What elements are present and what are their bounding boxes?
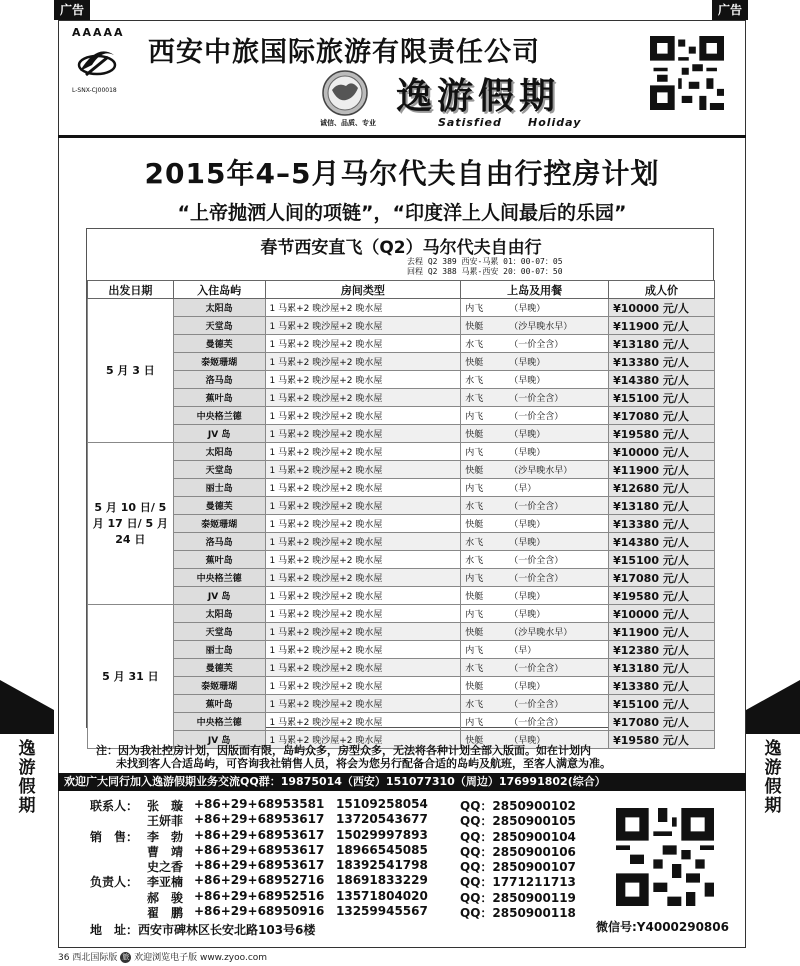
contact-phone: +86+29+68953617 xyxy=(194,858,325,873)
contact-role: 联系人： xyxy=(90,799,139,813)
meal-plan: （一价全含） xyxy=(509,574,564,584)
meal-plan: （沙早晚水早） xyxy=(509,628,573,638)
holiday-brand-title: 逸游假期 xyxy=(396,76,561,117)
footer-badge-icon: 旅 xyxy=(122,953,130,961)
contact-phone: +86+29+68953617 xyxy=(194,827,325,842)
transfer-mode: 水飞 xyxy=(465,340,484,350)
contact-list xyxy=(90,797,620,919)
note xyxy=(96,744,716,770)
room-type: 1 马累+2 晚沙屋+2 晚水屋 xyxy=(265,317,461,335)
contact-qq: QQ：1771211713 xyxy=(460,875,576,890)
contact-row xyxy=(90,797,620,812)
transfer-mode: 水飞 xyxy=(465,664,484,674)
meal-plan: （沙早晚水早） xyxy=(509,322,573,332)
departure-date: 5 月 3 日 xyxy=(88,299,174,443)
contact-name: 李 勃 xyxy=(147,829,184,844)
cits-logo xyxy=(72,26,142,106)
contact-mobile: 18966545085 xyxy=(336,842,428,857)
contact-row xyxy=(90,873,620,888)
transfer-meal xyxy=(461,551,609,569)
transfer-mode: 水飞 xyxy=(465,502,484,512)
company-name: 西安中旅国际旅游有限责任公司 xyxy=(148,37,540,68)
logo-code: L-SNX-CJ00018 xyxy=(72,87,117,94)
table-row xyxy=(88,695,715,713)
transfer-mode: 内飞 xyxy=(465,574,484,584)
transfer-meal xyxy=(461,623,609,641)
transfer-mode: 内飞 xyxy=(465,412,484,422)
page-number: 36 xyxy=(58,953,70,963)
contact-mobile: 13571804020 xyxy=(336,888,428,903)
meal-plan: （早晚） xyxy=(509,682,546,692)
header xyxy=(58,20,746,138)
adult-price: ¥14380 元/人 xyxy=(609,533,715,551)
transfer-mode: 快艇 xyxy=(465,592,484,602)
transfer-mode: 内飞 xyxy=(465,484,484,494)
meal-plan: （早晚） xyxy=(509,736,546,746)
side-char: 游 xyxy=(18,758,36,778)
contact-phone: +86+29+68953581 xyxy=(194,797,325,811)
transfer-mode: 快艇 xyxy=(465,628,484,638)
adult-price: ¥13180 元/人 xyxy=(609,497,715,515)
transfer-mode: 快艇 xyxy=(465,358,484,368)
ad-label-left: 广告 xyxy=(54,0,90,20)
transfer-mode: 水飞 xyxy=(465,394,484,404)
globe-emblem-icon xyxy=(320,68,370,118)
transfer-meal xyxy=(461,515,609,533)
table-row xyxy=(88,677,715,695)
table-row xyxy=(88,389,715,407)
contact-qq: QQ：2850900105 xyxy=(460,814,576,829)
transfer-mode: 内飞 xyxy=(465,304,484,314)
ad-label-right: 广告 xyxy=(712,0,748,20)
room-type: 1 马累+2 晚沙屋+2 晚水屋 xyxy=(265,407,461,425)
island-name: JV 岛 xyxy=(173,587,265,605)
adult-price: ¥15100 元/人 xyxy=(609,551,715,569)
address: 地 址：西安市碑林区长安北路103号6楼 xyxy=(90,923,316,937)
header-price: 成人价 xyxy=(609,281,715,299)
adult-price: ¥10000 元/人 xyxy=(609,299,715,317)
transfer-meal xyxy=(461,605,609,623)
contact-name: 张 璇 xyxy=(147,799,184,813)
meal-plan: （一价全含） xyxy=(509,700,564,710)
departure-date: 5 月 10 日/ 5 月 17 日/ 5 月 24 日 xyxy=(88,443,174,605)
contact-mobile: 18691833229 xyxy=(336,873,428,888)
side-char: 逸 xyxy=(18,739,36,759)
contact-qq: QQ：2850900118 xyxy=(460,906,576,921)
transfer-mode: 内飞 xyxy=(465,610,484,620)
adult-price: ¥19580 元/人 xyxy=(609,731,715,749)
island-name: 天堂岛 xyxy=(173,317,265,335)
contact-mobile: 13720543677 xyxy=(336,812,428,827)
adult-price: ¥12380 元/人 xyxy=(609,641,715,659)
footer-link[interactable]: 欢迎浏览电子版 www.zyoo.com xyxy=(134,953,268,963)
table-row xyxy=(88,479,715,497)
transfer-mode: 内飞 xyxy=(465,718,484,728)
meal-plan: （早晚） xyxy=(509,448,546,458)
side-char: 逸 xyxy=(764,739,782,759)
island-name: 太阳岛 xyxy=(173,299,265,317)
table-row xyxy=(88,515,715,533)
side-tab-right xyxy=(746,680,800,818)
meal-plan: （早晚） xyxy=(509,376,546,386)
transfer-mode: 内飞 xyxy=(465,448,484,458)
edition-name: 西北国际版 xyxy=(72,953,118,963)
contact-phone: +86+29+68950916 xyxy=(194,904,325,919)
room-type: 1 马累+2 晚沙屋+2 晚水屋 xyxy=(265,551,461,569)
transfer-mode: 水飞 xyxy=(465,700,484,710)
note-line: 注：因为我社控房计划，因版面有限，岛屿众多，房型众多，无法将各种计划全部入版面。如在计划内 xyxy=(96,744,591,757)
adult-price: ¥13380 元/人 xyxy=(609,677,715,695)
adult-price: ¥13180 元/人 xyxy=(609,659,715,677)
island-name: 泰姬珊瑚 xyxy=(173,353,265,371)
island-name: 洛马岛 xyxy=(173,371,265,389)
adult-price: ¥13380 元/人 xyxy=(609,515,715,533)
table-header-row xyxy=(88,281,715,299)
island-name: 中央格兰德 xyxy=(173,569,265,587)
contact-mobile: 15109258054 xyxy=(336,797,428,811)
island-name: 曼德芙 xyxy=(173,659,265,677)
island-name: 洛马岛 xyxy=(173,533,265,551)
transfer-meal xyxy=(461,569,609,587)
footer xyxy=(58,950,267,963)
table-row xyxy=(88,497,715,515)
transfer-mode: 水飞 xyxy=(465,538,484,548)
room-type: 1 马累+2 晚沙屋+2 晚水屋 xyxy=(265,695,461,713)
outbound-flight: 去程 Q2 389 西安-马累 01：00-07：05 xyxy=(407,257,563,266)
transfer-meal xyxy=(461,533,609,551)
adult-price: ¥17080 元/人 xyxy=(609,569,715,587)
contact-mobile: 15029997893 xyxy=(336,827,428,842)
adult-price: ¥11900 元/人 xyxy=(609,623,715,641)
contact-mobile: 13259945567 xyxy=(336,904,428,919)
contact-phone: +86+29+68953617 xyxy=(194,812,325,827)
table-body xyxy=(88,299,715,749)
island-name: 天堂岛 xyxy=(173,461,265,479)
meal-plan: （一价全含） xyxy=(509,664,564,674)
transfer-mode: 快艇 xyxy=(465,322,484,332)
meal-plan: （早晚） xyxy=(509,304,546,314)
table-row xyxy=(88,641,715,659)
contact-name: 翟 鹏 xyxy=(147,906,184,921)
island-name: 曼德芙 xyxy=(173,335,265,353)
contact-row xyxy=(90,858,620,873)
main-title: 2015年4–5月马尔代夫自由行控房计划 xyxy=(144,157,660,190)
table-row xyxy=(88,335,715,353)
room-type: 1 马累+2 晚沙屋+2 晚水屋 xyxy=(265,605,461,623)
meal-plan: （早晚） xyxy=(509,358,546,368)
room-type: 1 马累+2 晚沙屋+2 晚水屋 xyxy=(265,353,461,371)
island-name: JV 岛 xyxy=(173,731,265,749)
transfer-meal xyxy=(461,407,609,425)
adult-price: ¥17080 元/人 xyxy=(609,713,715,731)
contact-row xyxy=(90,889,620,904)
table-row xyxy=(88,623,715,641)
contact-row xyxy=(90,843,620,858)
transfer-mode: 快艇 xyxy=(465,430,484,440)
adult-price: ¥15100 元/人 xyxy=(609,695,715,713)
adult-price: ¥14380 元/人 xyxy=(609,371,715,389)
table-row xyxy=(88,299,715,317)
contact-qq: QQ：2850900119 xyxy=(460,890,576,905)
transfer-mode: 快艇 xyxy=(465,682,484,692)
side-triangle-icon xyxy=(0,680,54,734)
header-room: 房间类型 xyxy=(265,281,461,299)
qq-group-band: 欢迎广大同行加入逸游假期业务交流QQ群：19875014（西安）151077310（周边）176991802(综合） xyxy=(58,773,746,791)
meal-plan: （早晚） xyxy=(509,592,546,602)
island-name: 蕉叶岛 xyxy=(173,389,265,407)
table-row xyxy=(88,659,715,677)
meal-plan: （早晚） xyxy=(509,538,546,548)
return-flight: 回程 Q2 388 马累-西安 20：00-07：50 xyxy=(407,267,563,276)
meal-plan: （一价全含） xyxy=(509,340,564,350)
contact-phone: +86+29+68953617 xyxy=(194,842,325,857)
side-char: 假 xyxy=(18,777,36,797)
meal-plan: （早晚） xyxy=(509,610,546,620)
transfer-meal xyxy=(461,587,609,605)
island-name: 蕉叶岛 xyxy=(173,695,265,713)
contact-name: 郝 骏 xyxy=(147,890,184,905)
room-type: 1 马累+2 晚沙屋+2 晚水屋 xyxy=(265,569,461,587)
header-date: 出发日期 xyxy=(88,281,174,299)
table-row xyxy=(88,605,715,623)
transfer-meal xyxy=(461,479,609,497)
table-row xyxy=(88,587,715,605)
meal-plan: （一价全含） xyxy=(509,502,564,512)
logo-stars: AAAAA xyxy=(72,26,125,39)
contact-role: 销 售： xyxy=(90,829,139,844)
wechat-id: 微信号:Y4000290806 xyxy=(596,920,729,934)
island-name: 曼德芙 xyxy=(173,497,265,515)
transfer-mode: 快艇 xyxy=(465,466,484,476)
island-name: 泰姬珊瑚 xyxy=(173,677,265,695)
meal-plan: （沙早晚水早） xyxy=(509,466,573,476)
room-type: 1 马累+2 晚沙屋+2 晚水屋 xyxy=(265,299,461,317)
table-row xyxy=(88,425,715,443)
transfer-meal xyxy=(461,659,609,677)
cits-logo-icon xyxy=(72,41,122,81)
wechat-qr-code-icon xyxy=(616,808,714,906)
table-row xyxy=(88,407,715,425)
transfer-meal xyxy=(461,713,609,731)
transfer-meal xyxy=(461,371,609,389)
contact-qq: QQ：2850900107 xyxy=(460,860,576,875)
top-bar xyxy=(0,0,800,20)
room-type: 1 马累+2 晚沙屋+2 晚水屋 xyxy=(265,389,461,407)
transfer-meal xyxy=(461,641,609,659)
island-name: 泰姬珊瑚 xyxy=(173,515,265,533)
island-name: 丽士岛 xyxy=(173,479,265,497)
qr-code-icon xyxy=(650,36,724,110)
brand-slogan: 诚信、品质、专业 xyxy=(320,119,376,127)
side-char: 假 xyxy=(764,777,782,797)
island-name: 中央格兰德 xyxy=(173,713,265,731)
adult-price: ¥10000 元/人 xyxy=(609,605,715,623)
transfer-mode: 快艇 xyxy=(465,520,484,530)
room-type: 1 马累+2 晚沙屋+2 晚水屋 xyxy=(265,731,461,749)
note-line: 未找到客人合适岛屿，可咨询我社销售人员，将会为您另行配备合适的岛屿及航班，至客人满意为准。 xyxy=(116,757,611,770)
table-subtitle: 春节西安直飞（Q2）马尔代夫自由行 xyxy=(260,238,542,258)
island-name: JV 岛 xyxy=(173,425,265,443)
room-type: 1 马累+2 晚沙屋+2 晚水屋 xyxy=(265,623,461,641)
transfer-meal xyxy=(461,425,609,443)
transfer-meal xyxy=(461,353,609,371)
contact-name: 李亚楠 xyxy=(147,875,184,890)
contact-name: 王妍菲 xyxy=(147,814,184,829)
brand-satisfied: Satisfied xyxy=(438,116,502,129)
island-name: 太阳岛 xyxy=(173,605,265,623)
room-type: 1 马累+2 晚沙屋+2 晚水屋 xyxy=(265,659,461,677)
island-name: 蕉叶岛 xyxy=(173,551,265,569)
contact-row xyxy=(90,828,620,843)
table-row xyxy=(88,371,715,389)
transfer-mode: 水飞 xyxy=(465,556,484,566)
room-type: 1 马累+2 晚沙屋+2 晚水屋 xyxy=(265,713,461,731)
adult-price: ¥17080 元/人 xyxy=(609,407,715,425)
brand-holiday-en: Holiday xyxy=(528,116,582,129)
table-row xyxy=(88,461,715,479)
room-type: 1 马累+2 晚沙屋+2 晚水屋 xyxy=(265,461,461,479)
contact-qq: QQ：2850900106 xyxy=(460,844,576,859)
transfer-meal xyxy=(461,299,609,317)
contact-row xyxy=(90,812,620,827)
room-type: 1 马累+2 晚沙屋+2 晚水屋 xyxy=(265,515,461,533)
side-char: 游 xyxy=(764,758,782,778)
departure-date: 5 月 31 日 xyxy=(88,605,174,749)
island-name: 中央格兰德 xyxy=(173,407,265,425)
transfer-meal xyxy=(461,677,609,695)
meal-plan: （早晚） xyxy=(509,430,546,440)
adult-price: ¥19580 元/人 xyxy=(609,425,715,443)
tagline-quote: “上帝抛洒人间的项链”，“印度洋上人间最后的乐园” xyxy=(177,202,627,224)
transfer-meal xyxy=(461,335,609,353)
transfer-meal xyxy=(461,461,609,479)
transfer-meal xyxy=(461,317,609,335)
table-row xyxy=(88,533,715,551)
room-type: 1 马累+2 晚沙屋+2 晚水屋 xyxy=(265,443,461,461)
transfer-meal xyxy=(461,443,609,461)
side-tab-left xyxy=(0,680,54,818)
adult-price: ¥13180 元/人 xyxy=(609,335,715,353)
table-row xyxy=(88,317,715,335)
header-island: 入住岛屿 xyxy=(173,281,265,299)
room-type: 1 马累+2 晚沙屋+2 晚水屋 xyxy=(265,425,461,443)
meal-plan: （一价全含） xyxy=(509,394,564,404)
schedule-table-box xyxy=(86,228,714,747)
transfer-meal xyxy=(461,695,609,713)
side-char: 期 xyxy=(18,796,36,816)
transfer-mode: 水飞 xyxy=(465,376,484,386)
transfer-mode: 内飞 xyxy=(465,646,484,656)
meal-plan: （一价全含） xyxy=(509,412,564,422)
room-type: 1 马累+2 晚沙屋+2 晚水屋 xyxy=(265,497,461,515)
island-name: 丽士岛 xyxy=(173,641,265,659)
adult-price: ¥11900 元/人 xyxy=(609,461,715,479)
room-type: 1 马累+2 晚沙屋+2 晚水屋 xyxy=(265,641,461,659)
contact-mobile: 18392541798 xyxy=(336,858,428,873)
price-table xyxy=(87,280,715,749)
contact-role: 负责人： xyxy=(90,875,139,890)
table-row xyxy=(88,551,715,569)
contact-name: 史之香 xyxy=(147,860,184,875)
header-transfer: 上岛及用餐 xyxy=(461,281,609,299)
table-row xyxy=(88,353,715,371)
adult-price: ¥13380 元/人 xyxy=(609,353,715,371)
meal-plan: （早晚） xyxy=(509,520,546,530)
contact-phone: +86+29+68952516 xyxy=(194,888,325,903)
adult-price: ¥19580 元/人 xyxy=(609,587,715,605)
table-row xyxy=(88,443,715,461)
meal-plan: （一价全含） xyxy=(509,718,564,728)
adult-price: ¥10000 元/人 xyxy=(609,443,715,461)
room-type: 1 马累+2 晚沙屋+2 晚水屋 xyxy=(265,479,461,497)
adult-price: ¥12680 元/人 xyxy=(609,479,715,497)
table-row xyxy=(88,569,715,587)
adult-price: ¥15100 元/人 xyxy=(609,389,715,407)
contact-name: 曹 靖 xyxy=(147,844,184,859)
island-name: 天堂岛 xyxy=(173,623,265,641)
room-type: 1 马累+2 晚沙屋+2 晚水屋 xyxy=(265,533,461,551)
contact-qq: QQ：2850900104 xyxy=(460,829,576,844)
adult-price: ¥11900 元/人 xyxy=(609,317,715,335)
transfer-meal xyxy=(461,389,609,407)
room-type: 1 马累+2 晚沙屋+2 晚水屋 xyxy=(265,335,461,353)
side-triangle-icon xyxy=(746,680,800,734)
contact-row xyxy=(90,904,620,919)
meal-plan: （早） xyxy=(509,484,537,494)
island-name: 太阳岛 xyxy=(173,443,265,461)
table-row xyxy=(88,713,715,731)
transfer-mode: 快艇 xyxy=(465,736,484,746)
room-type: 1 马累+2 晚沙屋+2 晚水屋 xyxy=(265,587,461,605)
contact-qq: QQ：2850900102 xyxy=(460,799,576,813)
side-char: 期 xyxy=(764,796,782,816)
contact-phone: +86+29+68952716 xyxy=(194,873,325,888)
room-type: 1 马累+2 晚沙屋+2 晚水屋 xyxy=(265,371,461,389)
meal-plan: （一价全含） xyxy=(509,556,564,566)
transfer-meal xyxy=(461,497,609,515)
room-type: 1 马累+2 晚沙屋+2 晚水屋 xyxy=(265,677,461,695)
meal-plan: （早） xyxy=(509,646,537,656)
